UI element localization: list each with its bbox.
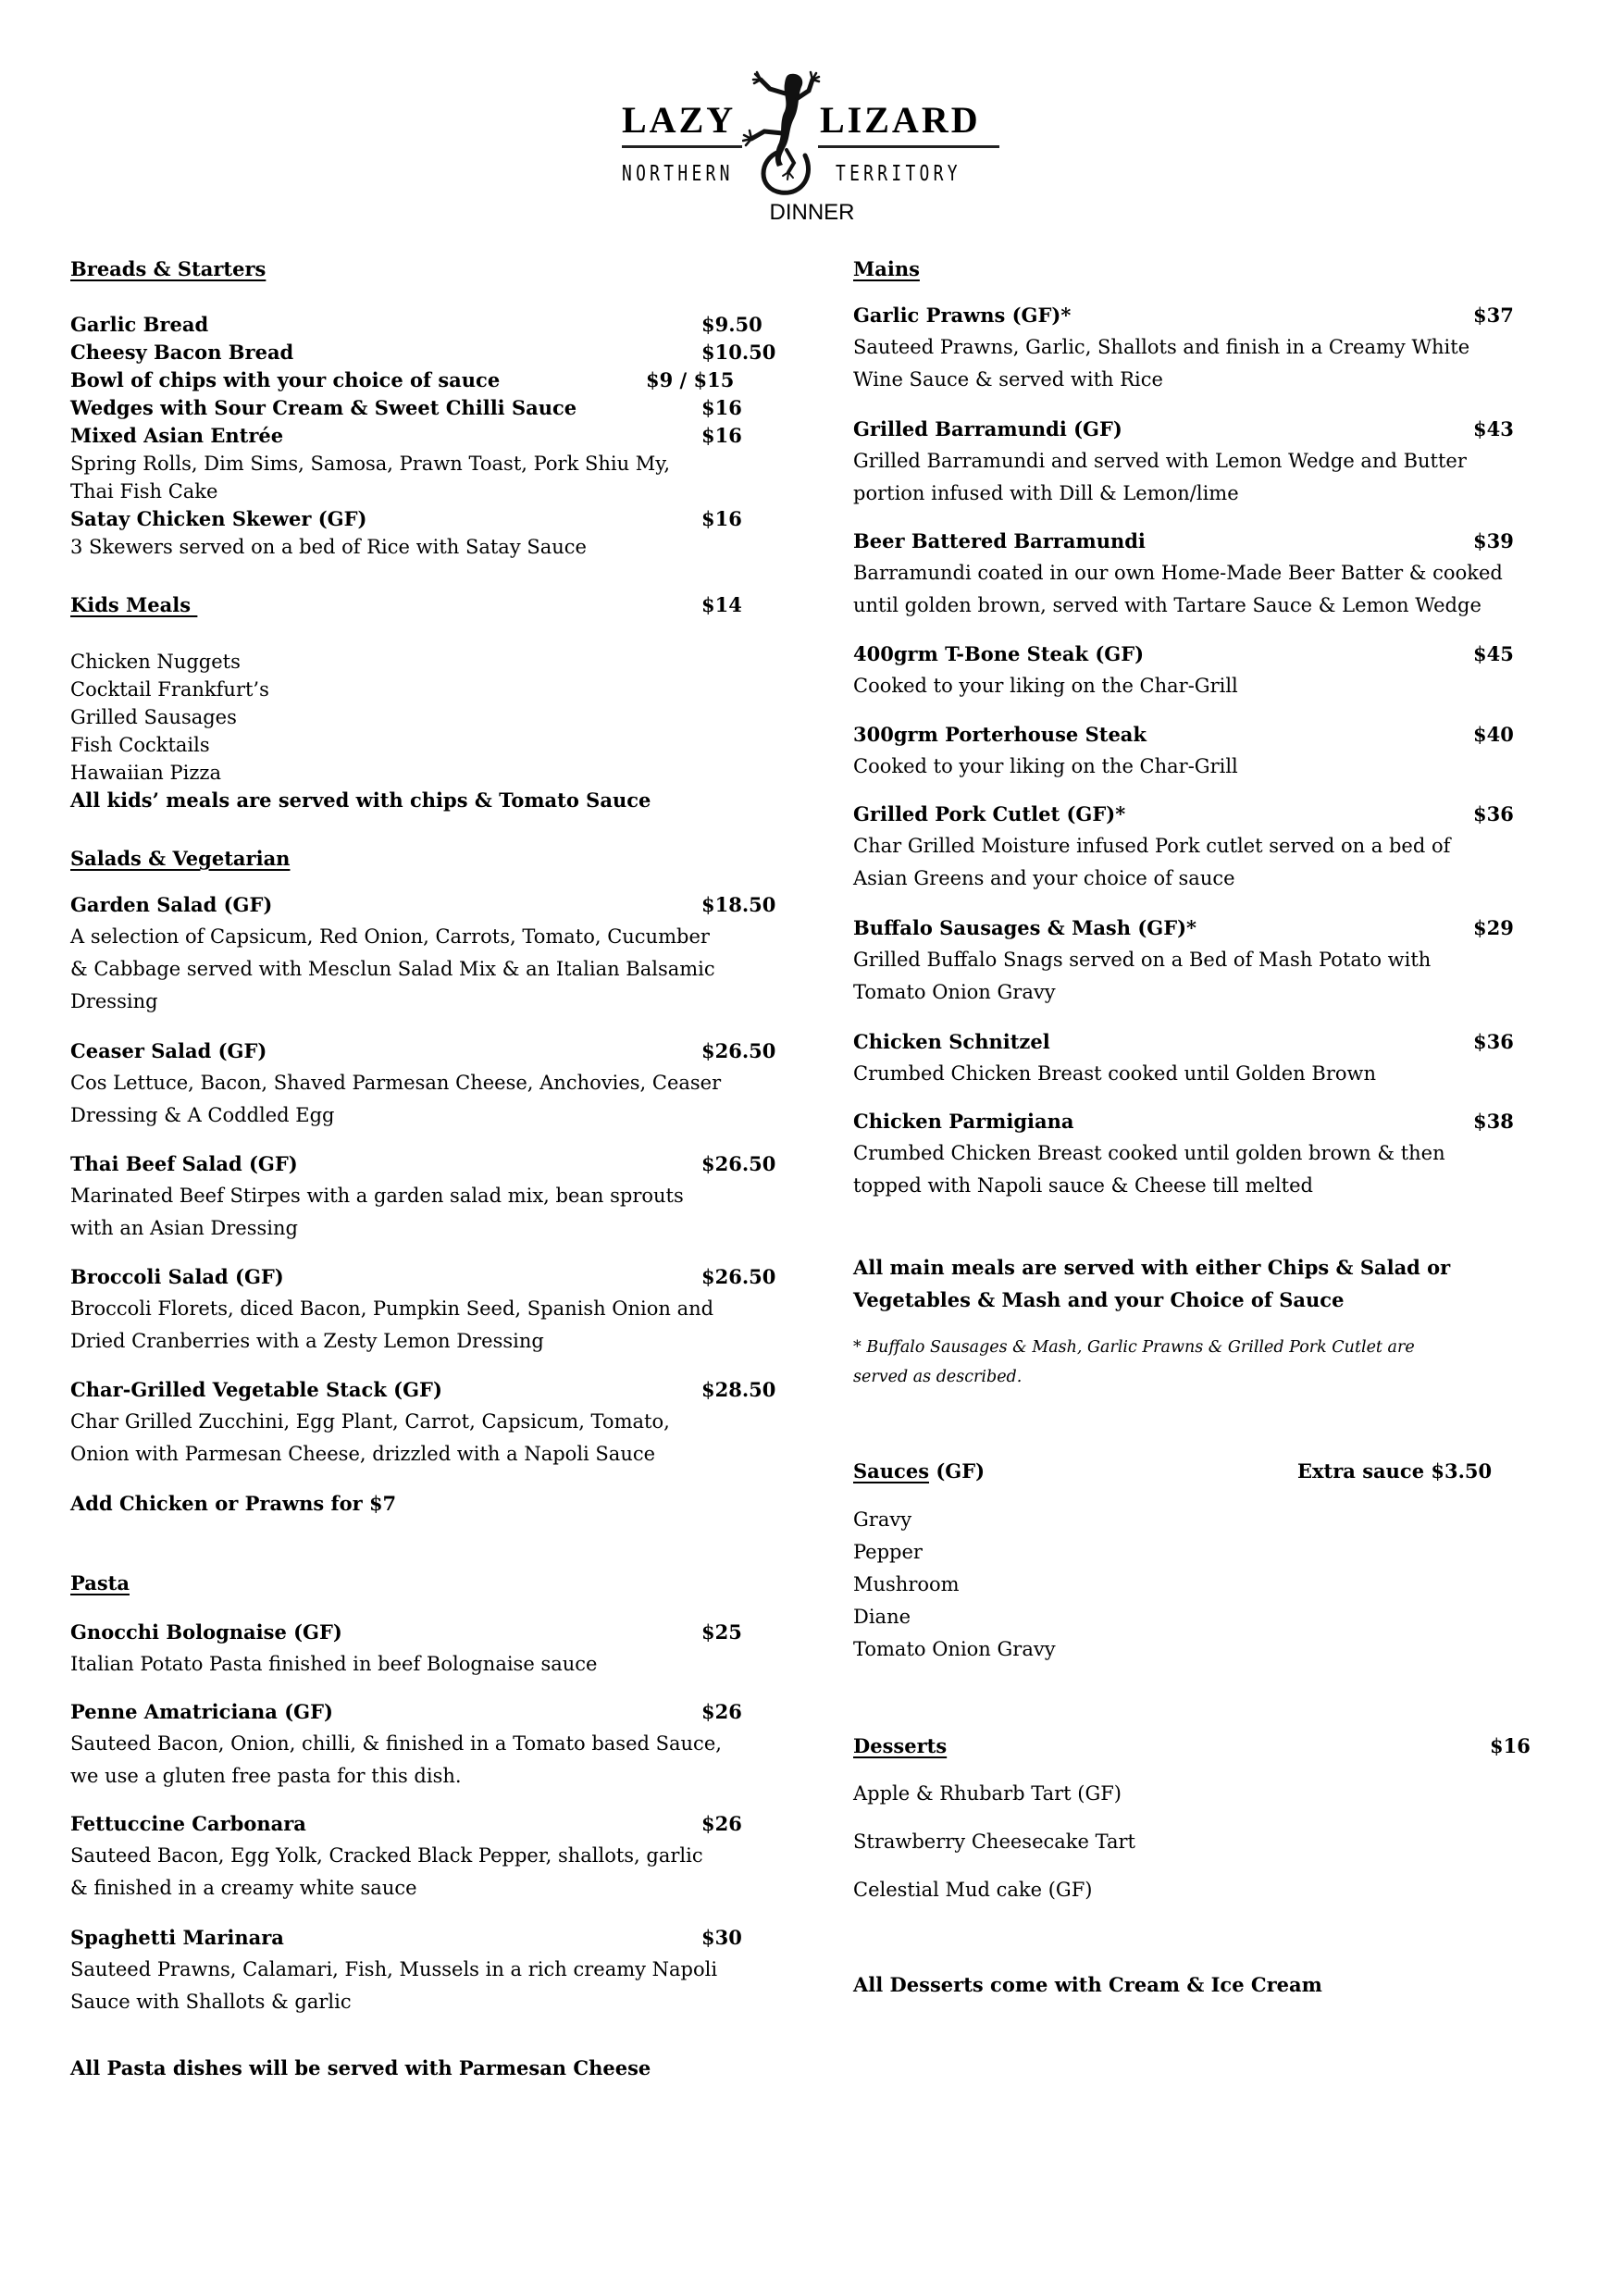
logo-rule-right (818, 145, 999, 148)
item-name: Beer Battered Barramundi (853, 529, 1146, 552)
sauces-gf-label: (GF) (929, 1459, 986, 1483)
item-description: Sauce with Shallots & garlic (70, 1991, 352, 2013)
section-heading-breads-starters: Breads & Starters (70, 257, 267, 280)
logo-rule-left (622, 145, 742, 148)
item-description: Onion with Parmesan Cheese, drizzled with a Napoli Sauce (70, 1443, 656, 1465)
item-description: Sauteed Prawns, Garlic, Shallots and finish in a Creamy White (853, 336, 1470, 358)
kids-item: Hawaiian Pizza (70, 762, 221, 784)
dessert-item: Strawberry Cheesecake Tart (853, 1831, 1135, 1853)
item-name: Ceaser Salad (GF) (70, 1039, 267, 1062)
item-name: Garlic Prawns (GF)* (853, 304, 1072, 327)
menu-item-penne-amatriciana (70, 1695, 801, 1793)
item-name: Chicken Schnitzel (853, 1030, 1050, 1053)
menu-item-gnocchi-bolognaise (70, 1616, 801, 1681)
item-price: $26 (701, 1700, 742, 1723)
section-heading-kids-meals: Kids Meals (70, 593, 198, 616)
item-price: $16 (701, 424, 742, 447)
item-name: Penne Amatriciana (GF) (70, 1700, 333, 1723)
dessert-item: Celestial Mud cake (GF) (853, 1879, 1093, 1901)
logo-word-lazy: LAZY (622, 99, 737, 141)
item-description: A selection of Capsicum, Red Onion, Carrots, Tomato, Cucumber (70, 925, 710, 948)
item-price: $40 (1473, 723, 1514, 746)
item-price: $45 (1473, 642, 1514, 665)
menu-item-chicken-parmigiana (853, 1105, 1575, 1202)
item-price: $16 (701, 507, 742, 530)
item-description: Wine Sauce & served with Rice (853, 368, 1163, 391)
menu-item-buffalo-sausages (853, 912, 1575, 1009)
logo-sub-territory: TERRITORY (836, 162, 961, 186)
sauce-item: Mushroom (853, 1573, 960, 1595)
item-price: $38 (1473, 1110, 1514, 1133)
item-price: $25 (701, 1620, 742, 1644)
section-header-sauces (853, 1455, 1575, 1487)
item-price: $18.50 (701, 893, 776, 916)
sauce-item: Gravy (853, 1508, 912, 1531)
menu-item-vegetable-stack (70, 1373, 801, 1471)
sauces-list (853, 1504, 1575, 1666)
item-description: Crumbed Chicken Breast cooked until golden brown & then (853, 1142, 1445, 1164)
item-description: Asian Greens and your choice of sauce (853, 867, 1235, 889)
item-description: Char Grilled Moisture infused Pork cutlet served on a bed of (853, 835, 1451, 857)
item-price: $26.50 (701, 1265, 776, 1288)
item-description: we use a gluten free pasta for this dish. (70, 1765, 462, 1787)
item-description: Broccoli Florets, diced Bacon, Pumpkin Seed, Spanish Onion and (70, 1297, 714, 1320)
sauce-item: Tomato Onion Gravy (853, 1638, 1056, 1660)
section-kids-meals (70, 648, 801, 814)
item-name: Garden Salad (GF) (70, 893, 273, 916)
sauce-item: Pepper (853, 1541, 923, 1563)
section-heading-salads-vegetarian: Salads & Vegetarian (70, 847, 291, 870)
lizard-icon (742, 70, 827, 200)
item-name: Thai Beef Salad (GF) (70, 1152, 298, 1175)
menu-item-mixed-asian-entree: Mixed Asian Entrée $16 (70, 422, 801, 450)
salads-add-on-note: Add Chicken or Prawns for $7 (70, 1492, 397, 1515)
menu-item-wedges: Wedges with Sour Cream & Sweet Chilli Sauce $16 (70, 394, 801, 422)
item-description: & finished in a creamy white sauce (70, 1877, 417, 1899)
section-heading-sauces: Sauces (853, 1459, 930, 1483)
item-description: Cooked to your liking on the Char-Grill (853, 675, 1238, 697)
item-description: & Cabbage served with Mesclun Salad Mix & an Italian Balsamic (70, 958, 715, 980)
menu-item-thai-beef-salad (70, 1148, 801, 1245)
item-name: Gnocchi Bolognaise (GF) (70, 1620, 342, 1644)
menu-item-garlic-prawns (853, 299, 1575, 396)
menu-item-garlic-bread: Garlic Bread $9.50 (70, 311, 801, 339)
item-description: Grilled Buffalo Snags served on a Bed of Mash Potato with (853, 949, 1432, 971)
item-description: Cos Lettuce, Bacon, Shaved Parmesan Cheese, Anchovies, Ceaser (70, 1072, 722, 1094)
item-name: Char-Grilled Vegetable Stack (GF) (70, 1378, 442, 1401)
menu-item-grilled-barramundi (853, 413, 1575, 510)
item-description: Spring Rolls, Dim Sims, Samosa, Prawn Toast, Pork Shiu My, (70, 453, 671, 475)
menu-item-fettuccine-carbonara (70, 1807, 801, 1905)
item-price: $26 (701, 1812, 742, 1835)
sauce-item: Diane (853, 1606, 911, 1628)
item-description: Tomato Onion Gravy (853, 981, 1056, 1003)
kids-item: Cocktail Frankfurt’s (70, 678, 269, 701)
item-name: Grilled Pork Cutlet (GF)* (853, 802, 1126, 825)
item-name: Grilled Barramundi (GF) (853, 417, 1122, 441)
menu-item-broccoli-salad (70, 1260, 801, 1358)
lazy-lizard-logo (611, 65, 1018, 204)
menu-item-t-bone-steak (853, 638, 1575, 702)
item-name: Chicken Parmigiana (853, 1110, 1074, 1133)
item-name: Fettuccine Carbonara (70, 1812, 306, 1835)
item-description: Sauteed Bacon, Onion, chilli, & finished in a Tomato based Sauce, (70, 1732, 722, 1755)
item-price: $9.50 (701, 313, 762, 336)
item-name: 400grm T-Bone Steak (GF) (853, 642, 1145, 665)
menu-item-garden-salad (70, 888, 801, 1018)
item-price: $26.50 (701, 1152, 776, 1175)
item-description: until golden brown, served with Tartare Sauce & Lemon Wedge (853, 594, 1481, 616)
item-price: $36 (1473, 802, 1514, 825)
item-description: Cooked to your liking on the Char-Grill (853, 755, 1238, 777)
item-description: Thai Fish Cake (70, 480, 218, 503)
item-price: $28.50 (701, 1378, 776, 1401)
dessert-item: Apple & Rhubarb Tart (GF) (853, 1782, 1122, 1805)
menu-item-chicken-schnitzel (853, 1025, 1575, 1090)
item-description: Grilled Barramundi and served with Lemon Wedge and Butter (853, 450, 1467, 472)
item-name: Spaghetti Marinara (70, 1926, 284, 1949)
menu-item-ceaser-salad (70, 1035, 801, 1132)
item-description: Marinated Beef Stirpes with a garden salad mix, bean sprouts (70, 1185, 684, 1207)
item-price: $30 (701, 1926, 742, 1949)
logo-word-lizard: LIZARD (820, 99, 981, 141)
item-price: $36 (1473, 1030, 1514, 1053)
item-price: $9 / $15 (646, 368, 735, 391)
item-description: topped with Napoli sauce & Cheese till melted (853, 1174, 1313, 1197)
section-heading-pasta: Pasta (70, 1571, 130, 1595)
menu-item-porterhouse-steak (853, 718, 1575, 783)
pasta-note: All Pasta dishes will be served with Parmesan Cheese (70, 2056, 651, 2079)
kids-item: Fish Cocktails (70, 734, 210, 756)
item-description: Sauteed Prawns, Calamari, Fish, Mussels in a rich creamy Napoli (70, 1958, 718, 1980)
section-heading-mains: Mains (853, 257, 920, 280)
item-price: $10.50 (701, 341, 776, 364)
item-description: Dressing (70, 990, 158, 1012)
logo-sub-northern: NORTHERN (622, 162, 734, 186)
item-name: 300grm Porterhouse Steak (853, 723, 1147, 746)
item-price: $39 (1473, 529, 1514, 552)
item-description: Dried Cranberries with a Zesty Lemon Dressing (70, 1330, 544, 1352)
item-description: Italian Potato Pasta finished in beef Bolognaise sauce (70, 1653, 598, 1675)
menu-item-cheesy-bacon-bread: Cheesy Bacon Bread $10.50 (70, 339, 801, 366)
section-breads-starters (70, 311, 801, 561)
desserts-list (853, 1769, 1575, 1914)
menu-item-bowl-of-chips: Bowl of chips with your choice of sauce $9 / $15 (70, 366, 801, 394)
menu-item-satay-chicken-skewer: Satay Chicken Skewer (GF) $16 (70, 505, 801, 533)
extra-sauce-price: Extra sauce $3.50 (1297, 1459, 1493, 1483)
item-price: $16 (701, 396, 742, 419)
menu-title: DINNER (769, 200, 855, 225)
item-description: Dressing & A Coddled Egg (70, 1104, 335, 1126)
section-header-desserts (853, 1730, 1575, 1762)
menu-item-grilled-pork-cutlet (853, 798, 1575, 895)
kids-item: Grilled Sausages (70, 706, 237, 728)
item-description: with an Asian Dressing (70, 1217, 298, 1239)
item-description: Sauteed Bacon, Egg Yolk, Cracked Black Pepper, shallots, garlic (70, 1844, 703, 1867)
kids-meals-note: All kids’ meals are served with chips & Tomato Sauce (70, 788, 651, 812)
item-description: Crumbed Chicken Breast cooked until Golden Brown (853, 1062, 1377, 1085)
item-description: Barramundi coated in our own Home-Made Beer Batter & cooked (853, 562, 1503, 584)
section-heading-desserts: Desserts (853, 1734, 948, 1757)
item-description: 3 Skewers served on a bed of Rice with Satay Sauce (70, 536, 587, 558)
item-description: portion infused with Dill & Lemon/lime (853, 482, 1239, 504)
kids-meals-price: $14 (701, 593, 742, 616)
menu-item-beer-battered-barramundi (853, 525, 1575, 622)
mains-served-with-note: All main meals are served with either Chips & Salad or Vegetables & Mash and your Choice of Sauce (853, 1256, 1451, 1311)
section-header-kids-meals (70, 591, 801, 619)
kids-item: Chicken Nuggets (70, 651, 241, 673)
mains-footnote: * Buffalo Sausages & Mash, Garlic Prawns & Grilled Pork Cutlet are served as described. (853, 1338, 1415, 1386)
item-price: $26.50 (701, 1039, 776, 1062)
item-price: $43 (1473, 417, 1514, 441)
item-name: Broccoli Salad (GF) (70, 1265, 284, 1288)
desserts-note: All Desserts come with Cream & Ice Cream (853, 1973, 1322, 1996)
menu-item-spaghetti-marinara (70, 1921, 801, 2018)
desserts-price: $16 (1490, 1734, 1531, 1757)
item-name: Buffalo Sausages & Mash (GF)* (853, 916, 1197, 939)
item-price: $37 (1473, 304, 1514, 327)
item-description: Char Grilled Zucchini, Egg Plant, Carrot, Capsicum, Tomato, (70, 1410, 670, 1433)
item-price: $29 (1473, 916, 1514, 939)
